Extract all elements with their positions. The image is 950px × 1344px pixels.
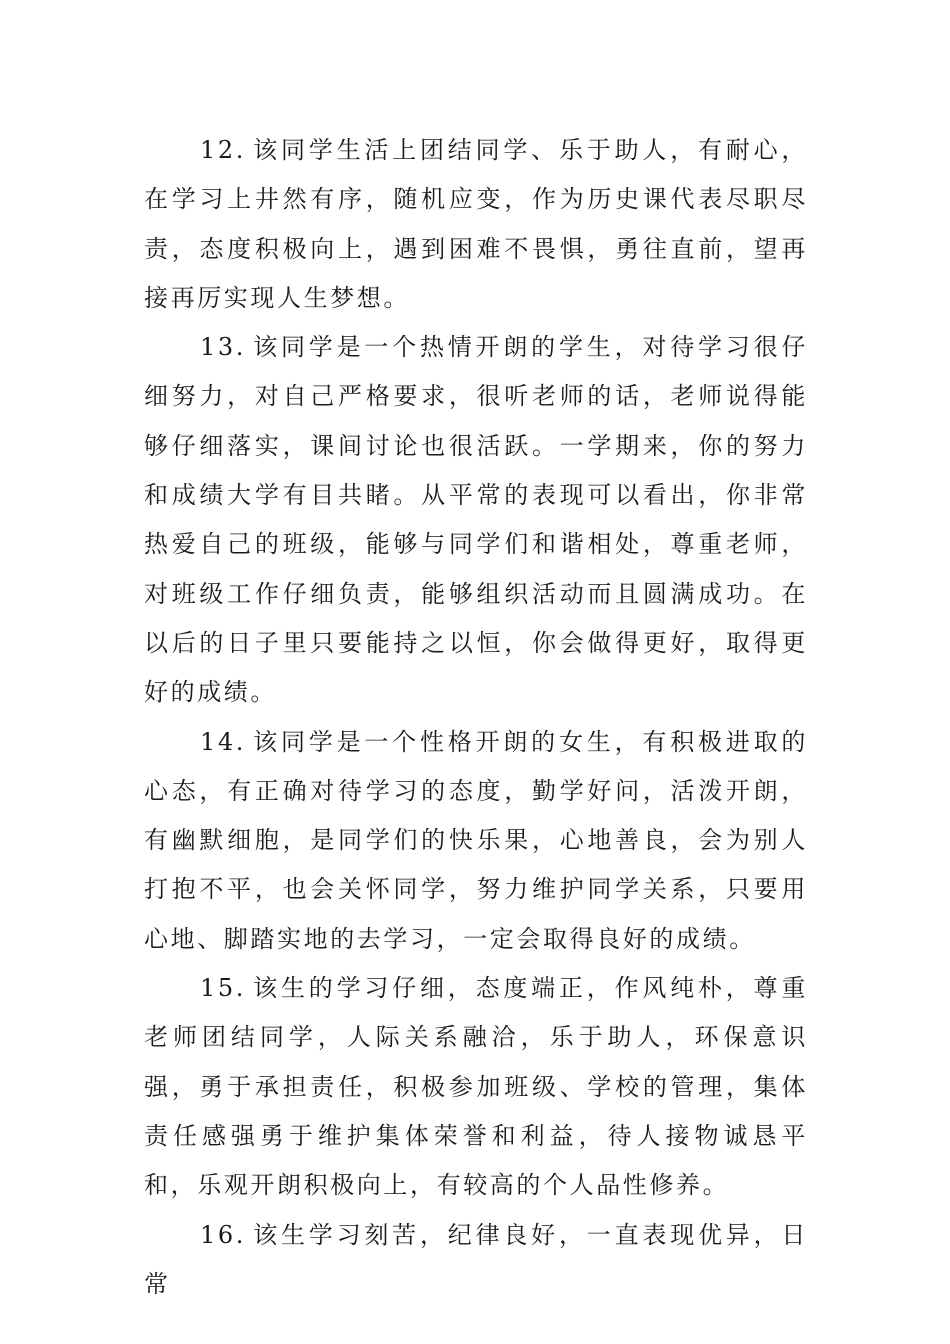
paragraph-text: 该生的学习仔细，态度端正，作风纯朴，尊重老师团结同学，人际关系融洽，乐于助人，环保意识强，勇于承担责任，积极参加班级、学校的管理，集体责任感强勇于维护集体荣誉和利益，待人接物诚恳平和，乐观开朗积极向上，有较高的个人品性修养。 bbox=[144, 974, 808, 1200]
paragraph-16 bbox=[144, 1211, 808, 1310]
paragraph-number: 15. bbox=[200, 974, 246, 1003]
paragraph-15 bbox=[144, 964, 808, 1210]
paragraph-text: 该生学习刻苦，纪律良好，一直表现优异，日常 bbox=[144, 1220, 808, 1298]
paragraph-number: 13. bbox=[200, 333, 246, 362]
document-body bbox=[144, 126, 808, 1309]
paragraph-text: 该同学是一个热情开朗的学生，对待学习很仔细努力，对自己严格要求，很听老师的话，老师说得能够仔细落实，课间讨论也很活跃。一学期来，你的努力和成绩大学有目共睹。从平常的表现可以看出，你非常热爱自己的班级，能够与同学们和谐相处，尊重老师，对班级工作仔细负责，能够组织活动而且圆满成功。在以后的日子里只要能持之以恒，你会做得更好，取得更好的成绩。 bbox=[144, 333, 808, 707]
paragraph-12 bbox=[144, 126, 808, 323]
paragraph-text: 该同学是一个性格开朗的女生，有积极进取的心态，有正确对待学习的态度，勤学好问，活泼开朗，有幽默细胞，是同学们的快乐果，心地善良，会为别人打抱不平，也会关怀同学，努力维护同学关系，只要用心地、脚踏实地的去学习，一定会取得良好的成绩。 bbox=[144, 727, 808, 953]
paragraph-14 bbox=[144, 718, 808, 964]
paragraph-text: 该同学生活上团结同学、乐于助人，有耐心，在学习上井然有序，随机应变，作为历史课代表尽职尽责，态度积极向上，遇到困难不畏惧，勇往直前，望再接再厉实现人生梦想。 bbox=[144, 136, 808, 312]
paragraph-number: 16. bbox=[200, 1220, 246, 1249]
paragraph-number: 12. bbox=[200, 136, 246, 164]
paragraph-13 bbox=[144, 323, 808, 717]
paragraph-number: 14. bbox=[200, 727, 246, 756]
